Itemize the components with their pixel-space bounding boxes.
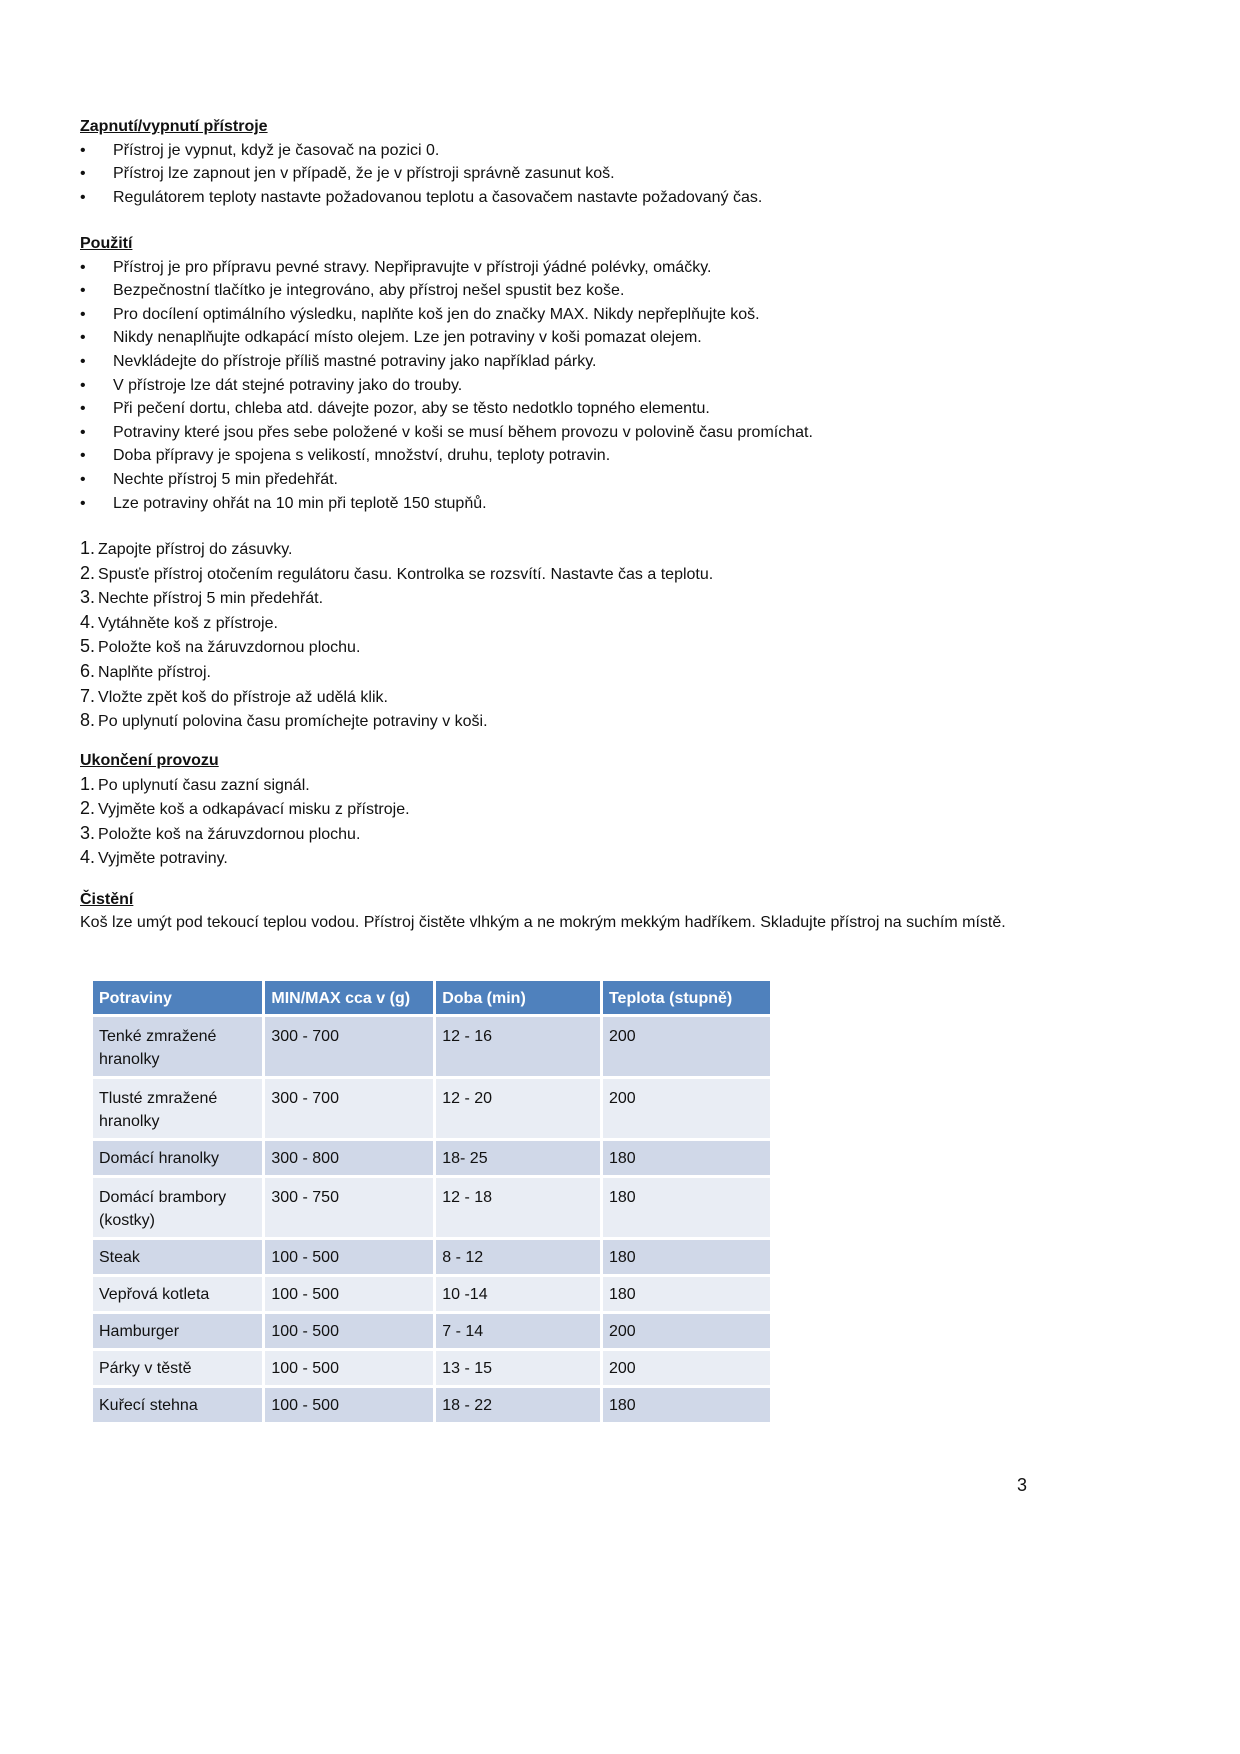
table-cell: 100 - 500 bbox=[265, 1351, 436, 1388]
section-title: Použití bbox=[80, 235, 133, 252]
table-cell: 200 bbox=[603, 1351, 773, 1388]
table-cell: 18 - 22 bbox=[436, 1388, 603, 1425]
column-header: Potraviny bbox=[93, 981, 265, 1017]
table-row bbox=[93, 1388, 773, 1425]
table-row bbox=[93, 1017, 773, 1079]
table-cell: 300 - 700 bbox=[265, 1079, 436, 1141]
step-number: 2. bbox=[80, 562, 96, 583]
step-number: 1. bbox=[80, 773, 96, 794]
list-item: • Lze potraviny ohřát na 10 min při teplotě 150 stupňů. bbox=[80, 492, 813, 516]
list-item: • Regulátorem teploty nastavte požadovanou teplotu a časovačem nastavte požadovaný čas. bbox=[80, 186, 762, 210]
step-text: Položte koš na žáruvzdornou plochu. bbox=[98, 639, 361, 657]
list-item: • Doba přípravy je spojena s velikostí, množství, druhu, teploty potravin. bbox=[80, 444, 813, 468]
table-cell: 300 - 750 bbox=[265, 1178, 436, 1240]
table-row bbox=[93, 1141, 773, 1178]
table-cell: 10 -14 bbox=[436, 1277, 603, 1314]
table-cell: Domácí brambory (kostky) bbox=[93, 1178, 265, 1240]
table-cell: 300 - 700 bbox=[265, 1017, 436, 1079]
list-item: • Nevkládejte do přístroje příliš mastné potraviny jako například párky. bbox=[80, 350, 813, 374]
table-cell: 180 bbox=[603, 1277, 773, 1314]
step-text: Naplňte přístroj. bbox=[98, 663, 211, 681]
step-text: Po uplynutí polovina času promíchejte potraviny v koši. bbox=[98, 713, 488, 731]
step-number: 4. bbox=[80, 847, 96, 868]
table-cell: Domácí hranolky bbox=[93, 1141, 265, 1178]
cleaning-text: Koš lze umýt pod tekoucí teplou vodou. Přístroj čistěte vlhkým a ne mokrým mekkým hadříkem. Skladujte přístroj na suchím místě. bbox=[80, 913, 1006, 931]
step-text: Položte koš na žáruvzdornou plochu. bbox=[98, 825, 361, 843]
step-number: 5. bbox=[80, 636, 96, 657]
section-title: Čistění bbox=[80, 891, 134, 908]
column-header: Teplota (stupně) bbox=[603, 981, 773, 1017]
numbered-list bbox=[80, 537, 713, 734]
table-row bbox=[93, 1240, 773, 1277]
list-item: • Bezpečnostní tlačítko je integrováno, aby přístroj nešel spustit bez koše. bbox=[80, 279, 813, 303]
table-cell: 180 bbox=[603, 1240, 773, 1277]
list-item: • Potraviny které jsou přes sebe položené v koši se musí během provozu v polovině času promíchat. bbox=[80, 421, 813, 445]
cooking-table bbox=[93, 981, 773, 1425]
table-cell: Kuřecí stehna bbox=[93, 1388, 265, 1425]
table-cell: Vepřová kotleta bbox=[93, 1277, 265, 1314]
list-item: • Pro docílení optimálního výsledku, naplňte koš jen do značky MAX. Nikdy nepřeplňujte koš. bbox=[80, 303, 813, 327]
step-item bbox=[80, 773, 410, 798]
section-onoff bbox=[80, 115, 762, 209]
list-item: • Přístroj je pro přípravu pevné stravy. Nepřipravujte v přístroji ýádné polévky, omáčky. bbox=[80, 256, 813, 280]
step-number: 1. bbox=[80, 538, 96, 558]
step-number: 4. bbox=[80, 611, 96, 632]
step-item bbox=[80, 846, 410, 871]
table-cell: 100 - 500 bbox=[265, 1277, 436, 1314]
table-cell: 8 - 12 bbox=[436, 1240, 603, 1277]
section-title: Zapnutí/vypnutí přístroje bbox=[80, 118, 268, 135]
section-cleaning bbox=[80, 888, 1035, 934]
list-item: • Nechte přístroj 5 min předehřát. bbox=[80, 468, 813, 492]
step-item bbox=[80, 611, 713, 636]
table-cell: 12 - 18 bbox=[436, 1178, 603, 1240]
step-text: Vyjměte koš a odkapávací misku z přístroje. bbox=[98, 801, 410, 819]
page-number: 3 bbox=[1017, 1475, 1028, 1495]
table-header-row bbox=[93, 981, 773, 1017]
step-item bbox=[80, 562, 713, 587]
step-text: Vyjměte potraviny. bbox=[98, 850, 228, 868]
section-usage bbox=[80, 232, 813, 515]
table-cell: 200 bbox=[603, 1079, 773, 1141]
step-text: Vložte zpět koš do přístroje až udělá klik. bbox=[98, 688, 388, 706]
usage-steps bbox=[80, 537, 713, 734]
step-item bbox=[80, 635, 713, 660]
step-number: 8. bbox=[80, 710, 96, 731]
table-cell: Hamburger bbox=[93, 1314, 265, 1351]
step-item bbox=[80, 660, 713, 685]
table-row bbox=[93, 1314, 773, 1351]
table-cell: 180 bbox=[603, 1178, 773, 1240]
section-title: Ukončení provozu bbox=[80, 752, 219, 769]
step-number: 6. bbox=[80, 660, 96, 681]
step-text: Nechte přístroj 5 min předehřát. bbox=[98, 590, 324, 608]
step-item bbox=[80, 822, 410, 847]
table-cell: Tlusté zmražené hranolky bbox=[93, 1079, 265, 1141]
bullet-list bbox=[80, 256, 813, 516]
step-item bbox=[80, 537, 713, 562]
step-number: 2. bbox=[80, 798, 96, 819]
table-cell: Párky v těstě bbox=[93, 1351, 265, 1388]
step-text: Zapojte přístroj do zásuvky. bbox=[98, 541, 293, 558]
table-row bbox=[93, 1351, 773, 1388]
table-cell: 18- 25 bbox=[436, 1141, 603, 1178]
table-cell: 100 - 500 bbox=[265, 1388, 436, 1425]
table-cell: 100 - 500 bbox=[265, 1314, 436, 1351]
step-number: 3. bbox=[80, 822, 96, 843]
table-cell: Tenké zmražené hranolky bbox=[93, 1017, 265, 1079]
step-number: 3. bbox=[80, 587, 96, 608]
table-cell: 12 - 20 bbox=[436, 1079, 603, 1141]
column-header: MIN/MAX cca v (g) bbox=[265, 981, 436, 1017]
table-cell: 180 bbox=[603, 1141, 773, 1178]
step-item bbox=[80, 797, 410, 822]
table-cell: 180 bbox=[603, 1388, 773, 1425]
list-item: • Přístroj je vypnut, když je časovač na pozici 0. bbox=[80, 139, 762, 163]
step-item bbox=[80, 586, 713, 611]
table-row bbox=[93, 1277, 773, 1314]
table-cell: 12 - 16 bbox=[436, 1017, 603, 1079]
table-row bbox=[93, 1178, 773, 1240]
table-cell: 200 bbox=[603, 1314, 773, 1351]
table-cell: 200 bbox=[603, 1017, 773, 1079]
table-cell: 100 - 500 bbox=[265, 1240, 436, 1277]
section-end bbox=[80, 749, 410, 871]
bullet-list bbox=[80, 139, 762, 210]
list-item: • Přístroj lze zapnout jen v případě, že je v přístroji správně zasunut koš. bbox=[80, 162, 762, 186]
list-item: • Při pečení dortu, chleba atd. dávejte pozor, aby se těsto nedotklo topného elementu. bbox=[80, 397, 813, 421]
step-text: Po uplynutí času zazní signál. bbox=[98, 776, 310, 794]
step-item bbox=[80, 709, 713, 734]
table-cell: 7 - 14 bbox=[436, 1314, 603, 1351]
table-row bbox=[93, 1079, 773, 1141]
list-item: • V přístroje lze dát stejné potraviny jako do trouby. bbox=[80, 374, 813, 398]
table-cell: Steak bbox=[93, 1240, 265, 1277]
numbered-list bbox=[80, 773, 410, 871]
step-item bbox=[80, 685, 713, 710]
step-number: 7. bbox=[80, 685, 96, 706]
step-text: Vytáhněte koš z přístroje. bbox=[98, 614, 278, 632]
table-cell: 13 - 15 bbox=[436, 1351, 603, 1388]
column-header: Doba (min) bbox=[436, 981, 603, 1017]
list-item: • Nikdy nenaplňujte odkapácí místo olejem. Lze jen potraviny v koši pomazat olejem. bbox=[80, 326, 813, 350]
table-cell: 300 - 800 bbox=[265, 1141, 436, 1178]
step-text: Spusťe přístroj otočením regulátoru času. Kontrolka se rozsvítí. Nastavte čas a teplotu. bbox=[98, 565, 714, 583]
